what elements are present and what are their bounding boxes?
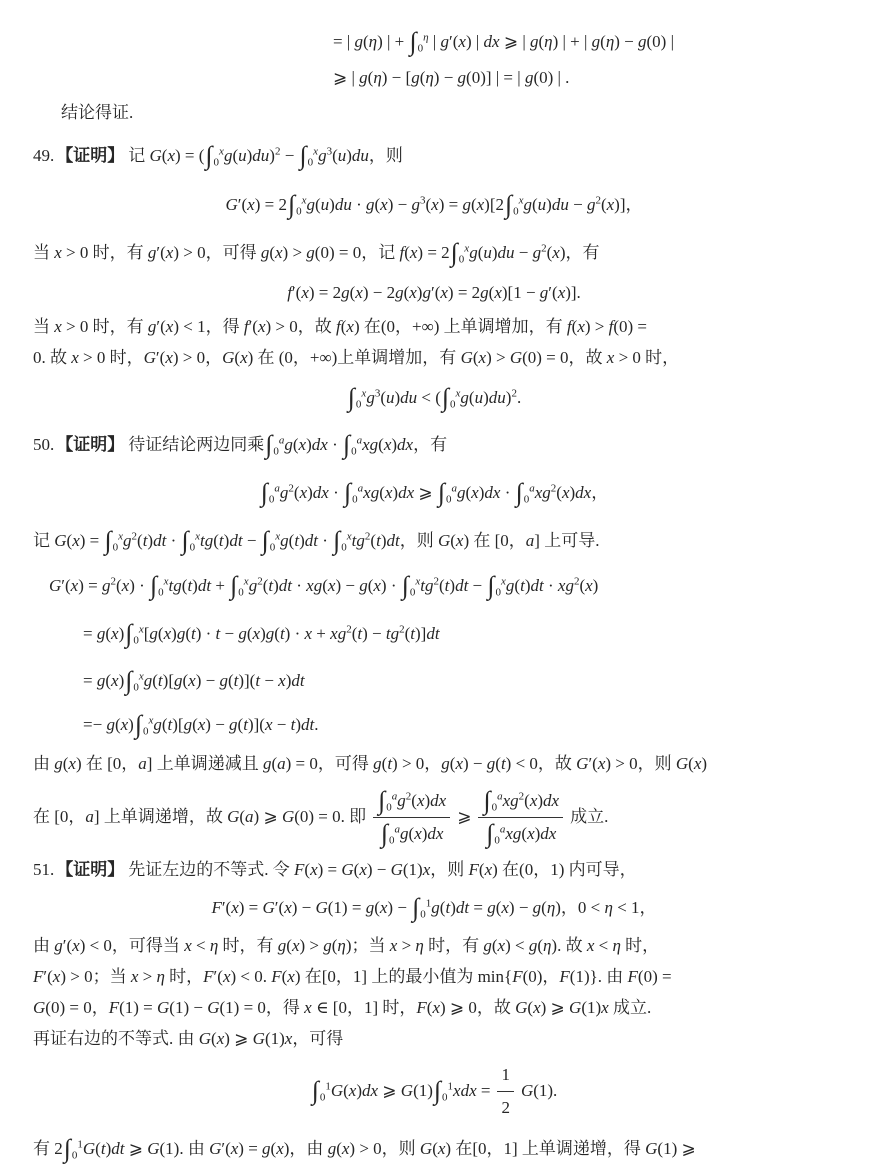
fraction-denominator: 2 xyxy=(501,1098,510,1117)
conclusion-text: 结论得证. xyxy=(61,103,134,122)
body-line: 由 g(x) 在 [0，a] 上单调递减且 g(a) = 0，可得 g(t) > 0，g(x) − g(t) < 0，故 G′(x) > 0，则 G(x) xyxy=(33,754,708,773)
display-equation: $\int_0^xg^3(u)du < (\int_0^xg(u)du)^2$. xyxy=(347,383,522,412)
equation-line: ⩾ | g(η) − [g(η) − g(0)] | = | g(0) | . xyxy=(333,68,570,87)
lead-text: 先证左边的不等式. 令 F(x) = G(x) − G(1)x，则 F(x) 在(0，1) 内可导， xyxy=(128,860,637,879)
equation-left: $\int_0^1G(x)dx$ ⩾ $G(1)\int_0^1xdx$ = xyxy=(311,1075,491,1105)
lead-text: 待证结论两边同乘$\int_0^ag(x)dx \cdot \int_0^axg(x)dx$，有 xyxy=(128,430,448,459)
body-line: 有 $2\int_0^1G(t)dt$ ⩾ G(1). 由 G′(x) = g(x)，由 g(x) > 0，则 G(x) 在[0，1] 上单调递增，得 G(1) ⩾ xyxy=(33,1134,696,1163)
fraction xyxy=(373,786,450,847)
proof-48-tail xyxy=(33,24,835,129)
item-number: 49. xyxy=(33,146,55,165)
body-line: G(0) = 0，F(1) = G(1) − G(1) = 0，得 x ∈ [0，1] 时，F(x) ⩾ 0，故 G(x) ⩾ G(1)x 成立. xyxy=(33,998,652,1017)
display-equation: $G'(x) = 2\int_0^xg(u)du \cdot g(x) - g^3(x) = g(x)[2\int_0^xg(u)du - g^2(x)]$， xyxy=(225,190,643,219)
body-line: 0. 故 x > 0 时，G′(x) > 0，G(x) 在 (0，+∞)上单调增加，有 G(x) > G(0) = 0，故 x > 0 时， xyxy=(33,348,680,367)
proof-item-50 xyxy=(33,423,835,847)
body-text: 在 [0，a] 上单调递增，故 G(a) ⩾ G(0) = 0. 即 xyxy=(33,806,367,826)
display-equation-with-fraction xyxy=(33,1060,835,1121)
item-lead xyxy=(33,133,835,179)
lead-text: 记 $G(x) = (\int_0^xg(u)du)^2 - \int_0^xg^3(u)du$，则 xyxy=(128,141,403,170)
body-line: 当 x > 0 时，有 g′(x) < 1，得 f′(x) > 0，故 f(x) 在(0，+∞) 上单调增加，有 f(x) > f(0) = xyxy=(33,317,648,336)
fraction xyxy=(478,786,563,847)
proof-item-51 xyxy=(33,853,835,1171)
fraction-numerator: $\int_0^axg^2(x)dx$ xyxy=(478,786,563,818)
body-line: 记 $G(x) = \int_0^xg^2(t)dt \cdot \int_0^xtg(t)dt - \int_0^xg(t)dt \cdot \int_0^xtg^2(t)dt$，则 G(x) 在 [0，a] 上可导. xyxy=(33,526,600,555)
equation-right: G(1). xyxy=(520,1080,558,1100)
fraction-numerator: $\int_0^ag^2(x)dx$ xyxy=(373,786,450,818)
derivation-line: =− $g(x)\int_0^xg(t)[g(x) - g(t)](x - t)dt$. xyxy=(83,710,319,739)
fraction-inequality-line xyxy=(33,786,835,847)
fraction xyxy=(497,1060,514,1121)
relation-symbol: ⩾ xyxy=(457,806,472,826)
display-equation: $\int_0^ag^2(x)dx \cdot \int_0^axg(x)dx$ ⩾ $\int_0^ag(x)dx \cdot \int_0^axg^2(x)dx$， xyxy=(260,478,609,507)
proof-label: 【证明】 xyxy=(56,146,125,165)
item-number: 50. xyxy=(33,435,55,454)
proof-48-equation-block xyxy=(333,24,835,96)
display-equation: f′(x) = 2g(x) − 2g(x)g′(x) = 2g(x)[1 − g′(x)]. xyxy=(287,283,581,302)
item-number: 51. xyxy=(33,860,55,879)
item-lead xyxy=(33,423,835,467)
body-text: 成立. xyxy=(570,806,609,826)
item-lead xyxy=(33,853,835,886)
fraction-denominator: $\int_0^axg(x)dx$ xyxy=(486,819,557,848)
body-line: 当 x > 0 时，有 g′(x) > 0，可得 g(x) > g(0) = 0，记 $f(x) = 2\int_0^xg(u)du - g^2(x)$，有 xyxy=(33,238,600,267)
display-equation: $F'(x) = G'(x) - G(1) = g(x) - \int_0^1g(t)dt = g(x) - g(\eta)$，0 < η < 1， xyxy=(211,893,657,922)
body-line: 由 g′(x) < 0，可得当 x < η 时，有 g(x) > g(η)；当 x > η 时，有 g(x) < g(η). 故 x < η 时， xyxy=(33,936,660,955)
proof-item-49 xyxy=(33,133,835,423)
proof-label: 【证明】 xyxy=(56,435,125,454)
derivation-line: = $g(x)\int_0^xg(t)[g(x) - g(t)](t - x)dt$ xyxy=(83,666,305,695)
fraction-denominator: $\int_0^ag(x)dx$ xyxy=(380,819,444,848)
equation-line: = | g(η) | + $\int_0^\eta$ | g′(x) | dx ⩾ | g(η) | + | g(η) − g(0) | xyxy=(333,27,674,56)
fraction-numerator: 1 xyxy=(497,1060,514,1092)
body-line: F′(x) > 0；当 x > η 时，F′(x) < 0. F(x) 在[0，1] 上的最小值为 min{F(0)，F(1)}. 由 F(0) = xyxy=(33,967,672,986)
derivation-line: = $g(x)\int_0^x[g(x)g(t) \cdot t - g(x)g(t) \cdot x + xg^2(t) - tg^2(t)]dt$ xyxy=(83,619,440,648)
derivation-line: $G'(x) = g^2(x) \cdot \int_0^xtg(t)dt + \int_0^xg^2(t)dt \cdot xg(x) - g(x) \cdot \int_0^xtg^2(t)dt - \int_0^xg(t)dt \cdot xg^2(x)$ xyxy=(49,571,599,600)
body-line: 再证右边的不等式. 由 G(x) ⩾ G(1)x，可得 xyxy=(33,1029,344,1048)
proof-label: 【证明】 xyxy=(56,860,125,879)
